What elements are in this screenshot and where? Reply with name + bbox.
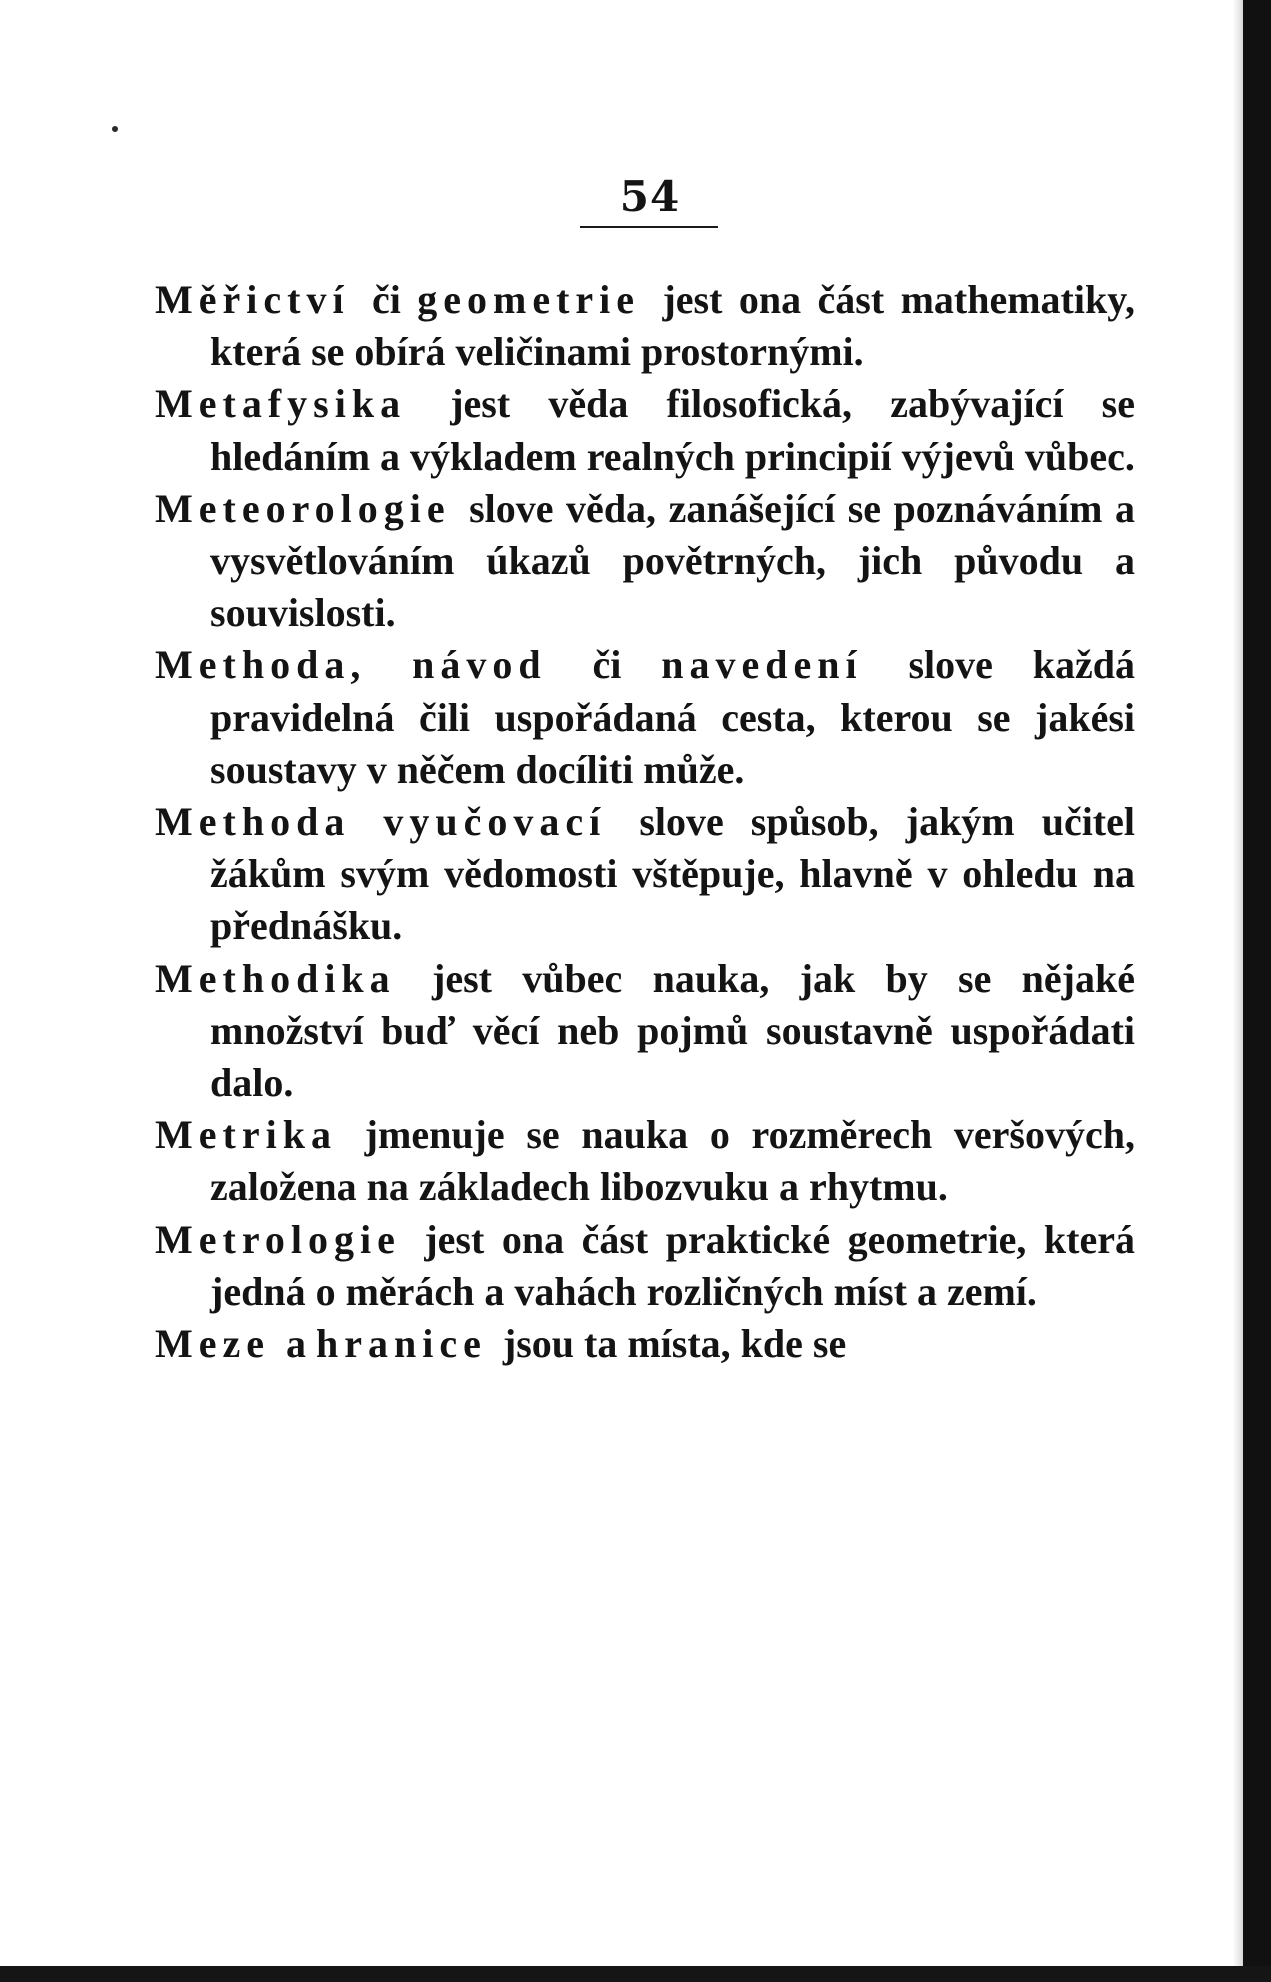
entry-body: jmenuje se nauka o rozměrech veršových, založena na základech libozvuku a rhytmu. [210,1112,1135,1210]
entry-connector: či [371,277,401,322]
entry-connector: a [286,1321,307,1367]
entry-body: jest vůbec nauka, jak by se nějaké množství buď věcí neb pojmů soustavně uspořádati dalo. [210,955,1136,1106]
entry-term: Methoda, návod [155,642,547,688]
scan-edge-right [1243,0,1271,1982]
scan-edge-bottom [0,1966,1271,1982]
entry-term: Methoda vyučovací [155,799,607,845]
page-number-rule [580,226,718,228]
dictionary-entry [155,639,1135,796]
entry-term: Meze [155,1321,271,1367]
dictionary-text [155,274,1135,1370]
page-number: 54 [619,172,681,221]
entry-term: Metrika [155,1112,337,1158]
entry-term: Methodika [155,955,396,1001]
entry-body: slove věda, zanášející se poznáváním a vysvětlováním úkazů povětrných, jich původu a souvislosti. [210,485,1135,636]
entry-term-alt: navedení [661,642,863,688]
entry-term: Metrologie [155,1216,401,1262]
entry-term: Metafysika [155,381,407,427]
entry-body: jest ona část mathematiky, která se obírá veličinami prostornými. [210,277,1136,375]
scan-edge-shadow [1233,0,1243,1982]
scan-speck [112,126,118,132]
entry-body: slove spůsob, jakým učitel žákům svým vědomosti vštěpuje, hlavně v ohledu na přednášku. [210,799,1135,949]
dictionary-entry [155,796,1135,953]
entry-body: slove každá pravidelná čili uspořádaná cesta, kterou se jakési soustavy v něčem docíliti může. [210,642,1136,792]
entry-body: jest ona část praktické geometrie, která jedná o měrách a vahách rozličných míst a zemí. [210,1216,1136,1314]
dictionary-entry [155,378,1135,482]
entry-body: jsou ta místa, kde se [502,1321,847,1367]
dictionary-entry [155,1214,1135,1318]
entry-term: Meteorologie [155,485,451,531]
dictionary-entry [155,274,1135,378]
dictionary-entry [155,1109,1135,1213]
entry-term-alt: hranice [316,1321,487,1367]
entry-connector: či [592,642,622,688]
dictionary-entry [155,483,1135,640]
entry-term-alt: geometrie [417,277,641,322]
dictionary-entry [155,953,1135,1110]
dictionary-entry [155,1318,1135,1370]
entry-body: jest věda filosofická, zabývající se hledáním a výkladem realných principií výjevů vůbec. [210,381,1135,479]
entry-term: Měřictví [155,277,350,322]
